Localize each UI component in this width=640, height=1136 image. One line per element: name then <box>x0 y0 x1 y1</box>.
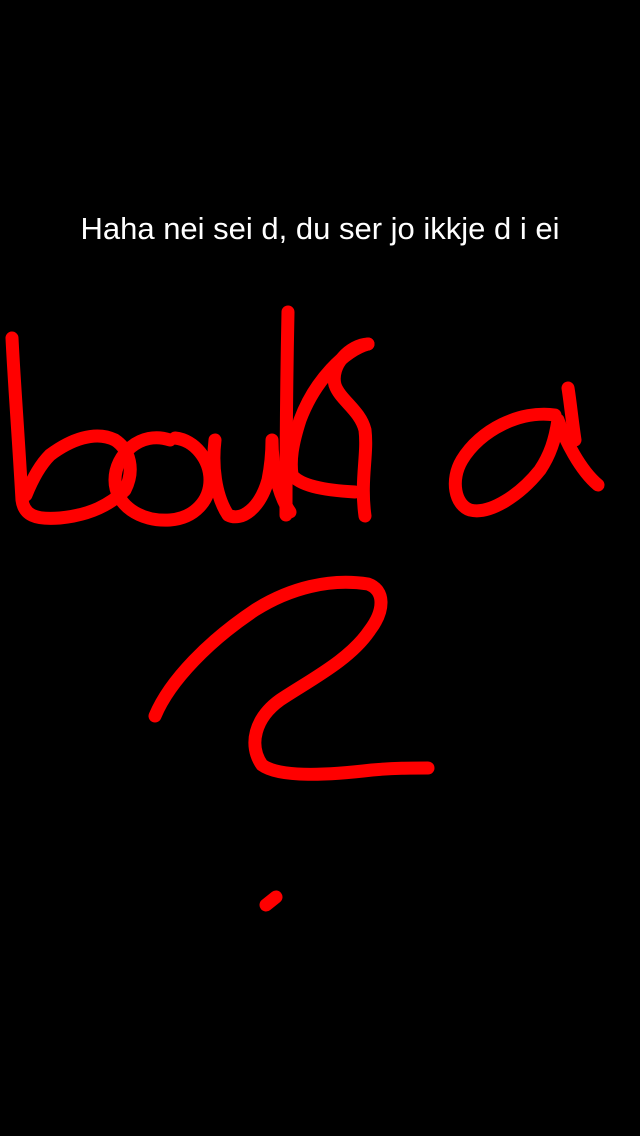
stroke-letter-u <box>214 440 290 517</box>
stroke-question-mark-curve <box>155 582 428 774</box>
caption-text: Haha nei sei d, du ser jo ikkje d i ei <box>80 211 560 246</box>
stroke-question-mark-dot <box>266 897 276 905</box>
stroke-letter-a-tail <box>568 388 575 440</box>
stroke-letter-k-stem <box>286 312 288 515</box>
